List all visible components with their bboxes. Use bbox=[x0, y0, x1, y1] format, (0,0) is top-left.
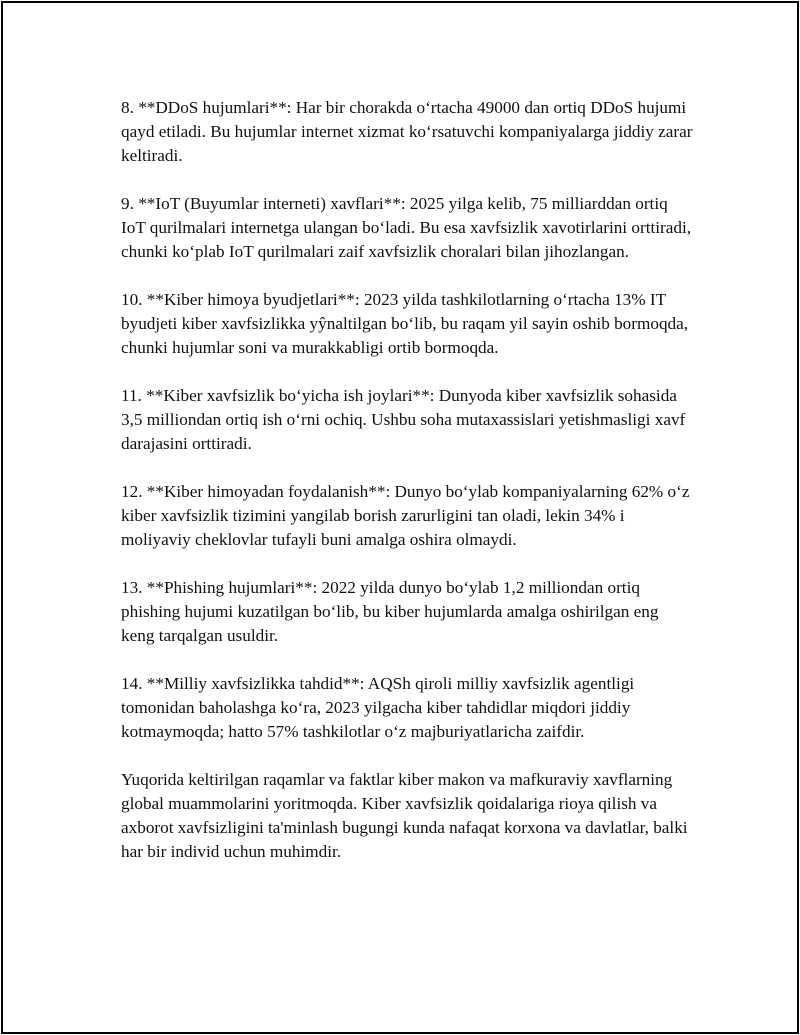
document-body bbox=[121, 96, 696, 888]
paragraph-conclusion: Yuqorida keltirilgan raqamlar va faktlar kiber makon va mafkuraviy xavflarning global muammolarini yoritmoqda. Kiber xavfsizlik qoidalariga rioya qilish va axborot xavfsizligini ta'minlash bugungi kunda nafaqat korxona va davlatlar, balki har bir individ uchun muhimdir. bbox=[121, 770, 688, 861]
paragraph-ddos: 8. **DDoS hujumlari**: Har bir chorakda o‘rtacha 49000 dan ortiq DDoS hujumi qayd etiladi. Bu hujumlar internet xizmat ko‘rsatuvchi kompaniyalarga jiddiy zarar keltiradi. bbox=[121, 98, 693, 165]
paragraph-phishing: 13. **Phishing hujumlari**: 2022 yilda dunyo bo‘ylab 1,2 milliondan ortiq phishing hujumi kuzatilgan bo‘lib, bu kiber hujumlarda amalga oshirilgan eng keng tarqalgan usuldir. bbox=[121, 578, 659, 645]
paragraph-protection-usage: 12. **Kiber himoyadan foydalanish**: Dunyo bo‘ylab kompaniyalarning 62% o‘z kiber xavfsizlik tizimini yangilab borish zarurligini tan oladi, lekin 34% i moliyaviy cheklovlar tufayli buni amalga oshira olmaydi. bbox=[121, 482, 690, 549]
page-frame bbox=[1, 1, 799, 1034]
paragraph-national-security: 14. **Milliy xavfsizlikka tahdid**: AQSh qiroli milliy xavfsizlik agentligi tomonidan baholashga ko‘ra, 2023 yilgacha kiber tahdidlar miqdori jiddiy kotmaymoqda; hatto 57% tashkilotlar o‘z majburiyatlaricha zaifdir. bbox=[121, 674, 635, 741]
paragraph-budgets: 10. **Kiber himoya byudjetlari**: 2023 yilda tashkilotlarning o‘rtacha 13% IT byudjeti kiber xavfsizlikka yŷnaltilgan bo‘lib, bu raqam yil sayin oshib bormoqda, chunki hujumlar soni va murakkabligi ortib bormoqda. bbox=[121, 290, 689, 357]
paragraph-iot: 9. **IoT (Buyumlar interneti) xavflari**: 2025 yilga kelib, 75 milliarddan ortiq IoT qurilmalari internetga ulangan bo‘ladi. Bu esa xavfsizlik xavotirlarini orttiradi, chunki ko‘plab IoT qurilmalari zaif xavfsizlik choralari bilan jihozlangan. bbox=[121, 194, 692, 261]
paragraph-jobs: 11. **Kiber xavfsizlik bo‘yicha ish joylari**: Dunyoda kiber xavfsizlik sohasida 3,5 milliondan ortiq ish o‘rni ochiq. Ushbu soha mutaxassislari yetishmasligi xavf darajasini orttiradi. bbox=[121, 386, 686, 453]
